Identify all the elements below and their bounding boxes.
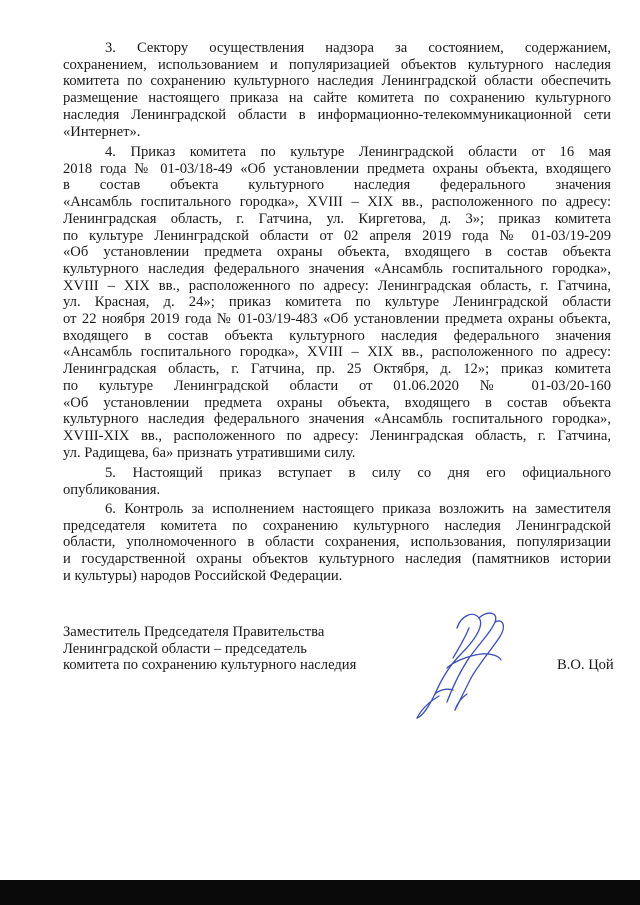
text-line: в состав объекта культурного наследия федерального значения <box>63 177 611 194</box>
text-line: и культуры) народов Российской Федерации. <box>63 567 343 584</box>
paragraph-4 <box>63 144 611 461</box>
text-line: опубликования. <box>63 481 161 498</box>
handwritten-signature <box>395 598 525 728</box>
text-line: входящего в состав объекта культурного наследия федерального значения <box>63 327 611 344</box>
text-line: 3. Сектору осуществления надзора за состоянием, содержанием, <box>105 40 611 56</box>
text-line: Ленинградская область, г. Гатчина, пр. 25 Октября, д. 12»; приказ комитета <box>63 361 611 378</box>
text-line: сохранением, использованием и популяризацией объектов культурного наследия <box>63 56 611 73</box>
text-line: 5. Настоящий приказ вступает в силу со дня его официального <box>105 465 611 481</box>
text-line: области, уполномоченного в области сохранения, использования, популяризации <box>63 534 611 551</box>
paragraph-6 <box>63 501 611 585</box>
paragraph-5 <box>63 465 611 498</box>
text-line: 2018 года № 01-03/18-49 «Об установлении предмета охраны объекта, входящего <box>63 160 611 177</box>
position-line: комитета по сохранению культурного наследия <box>63 657 357 673</box>
text-line: ул. Красная, д. 24»; приказ комитета по культуре Ленинградской области <box>63 294 611 311</box>
text-line: председателя комитета по сохранению культурного наследия Ленинградской <box>63 517 611 534</box>
scan-border <box>0 880 640 905</box>
text-line: по культуре Ленинградской области от 01.06.2020 № 01-03/20-160 <box>63 377 611 394</box>
text-line: культурного наследия федерального значения «Ансамбль госпитального городка», <box>63 411 611 428</box>
text-line: 4. Приказ комитета по культуре Ленинградской области от 16 мая <box>105 144 611 160</box>
position-line: Заместитель Председателя Правительства <box>63 624 325 640</box>
text-line: XVIII – XIX вв., расположенного по адресу: Ленинградская область, г. Гатчина, <box>63 277 611 294</box>
text-line: «Об установлении предмета охраны объекта, входящего в состав объекта <box>63 244 611 261</box>
text-line: культурного наследия федерального значения «Ансамбль госпитального городка», <box>63 260 611 277</box>
signatory-name: В.О. Цой <box>557 657 614 673</box>
text-line: «Об установлении предмета охраны объекта, входящего в состав объекта <box>63 394 611 411</box>
signatory-position <box>63 624 356 674</box>
paragraph-3 <box>63 40 611 140</box>
text-line: от 22 ноября 2019 года № 01-03/19-483 «Об установлении предмета охраны объекта, <box>63 311 611 328</box>
text-line: ул. Радищева, 6а» признать утратившими силу. <box>63 444 356 461</box>
text-line: комитета по сохранению культурного наследия Ленинградской области обеспечить <box>63 73 611 90</box>
text-line: и государственной охраны объектов культурного наследия (памятников истории <box>63 551 611 568</box>
text-line: XVIII-XIX вв., расположенного по адресу: Ленинградская область, г. Гатчина, <box>63 427 611 444</box>
text-line: «Интернет». <box>63 123 141 140</box>
text-line: по культуре Ленинградской области от 02 апреля 2019 года № 01-03/19-209 <box>63 227 611 244</box>
text-line: «Ансамбль госпитального городка», XVIII – XIX вв., расположенного по адресу: <box>63 344 611 361</box>
text-line: Ленинградская область, г. Гатчина, ул. Киргетова, д. 3»; приказ комитета <box>63 210 611 227</box>
text-line: 6. Контроль за исполнением настоящего приказа возложить на заместителя <box>105 501 611 517</box>
text-line: наследия Ленинградской области в информационно-телекоммуникационной сети <box>63 106 611 123</box>
text-line: «Ансамбль госпитального городка», XVIII – XIX вв., расположенного по адресу: <box>63 194 611 211</box>
text-line: размещение настоящего приказа на сайте комитета по сохранению культурного <box>63 90 611 107</box>
position-line: Ленинградской области – председатель <box>63 640 307 657</box>
